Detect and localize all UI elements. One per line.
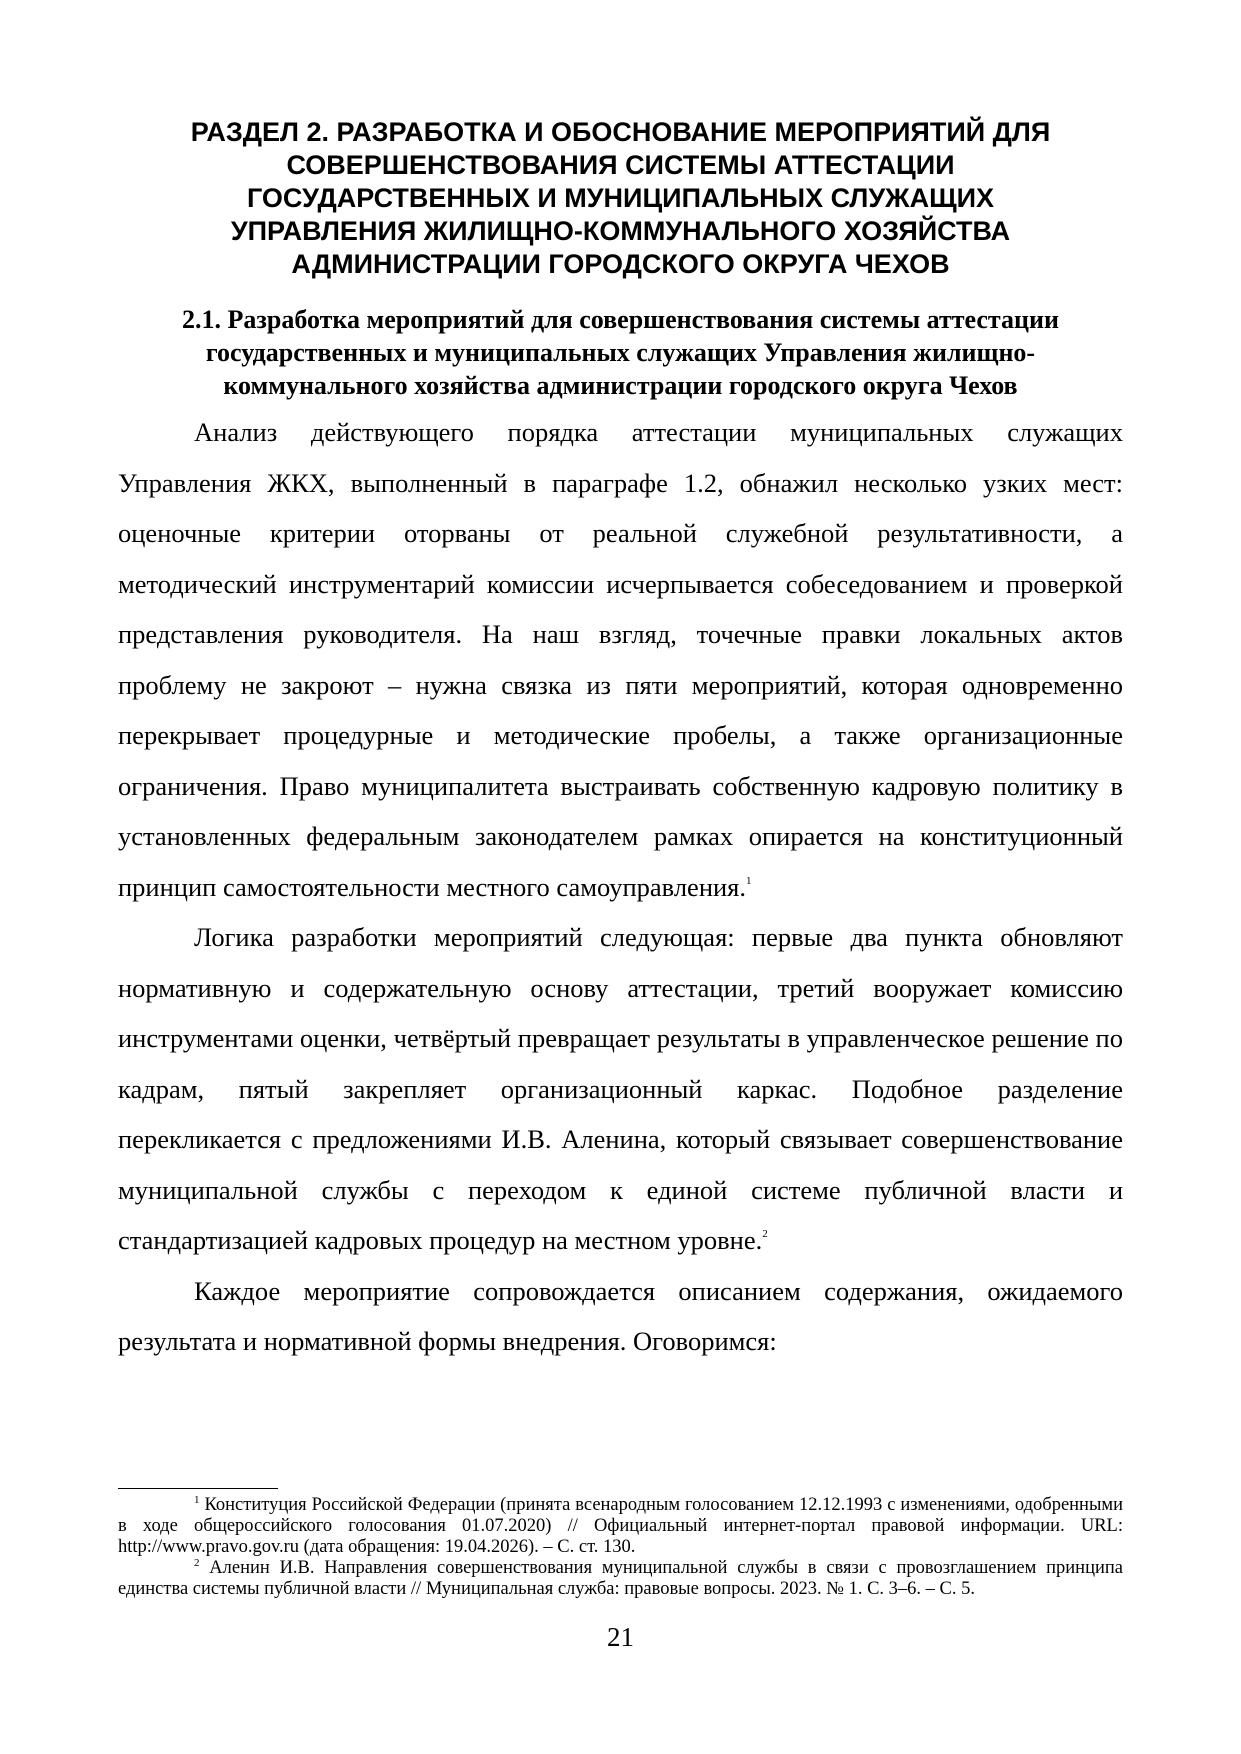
page-number: 21 — [607, 1622, 634, 1652]
section-title — [128, 116, 1113, 281]
footnote-number: 2 — [194, 1557, 200, 1569]
paragraph — [118, 407, 1123, 912]
subsection-title-line: 2.1. Разработка мероприятий для совершенствования системы аттестации — [182, 305, 1059, 334]
paragraph-text: Логика разработки мероприятий следующая: первые два пункта обновляют нормативную и содержательную основу аттестации, третий вооружает комиссию инструментами оценки, четвёртый превращает результаты в управленческое решение по кадрам, пятый закрепляет организационный каркас. Подобное разделение перекликается с предложениями И.В. Аленина, который связывает совершенствование муниципальной службы с переходом к единой системе публичной власти и стандартизацией кадровых процедур на местном уровне. — [118, 922, 1123, 1255]
paragraph — [118, 1266, 1123, 1367]
footnotes — [118, 1495, 1123, 1600]
body-text — [118, 407, 1123, 1367]
section-title-line: ГОСУДАРСТВЕННЫХ И МУНИЦИПАЛЬНЫХ СЛУЖАЩИХ — [246, 183, 994, 213]
footnote — [118, 1495, 1123, 1558]
footnote — [118, 1558, 1123, 1600]
footnote-text: Конституция Российской Федерации (принята всенародным голосованием 12.12.1993 с изменениями, одобренными в ходе общероссийского голосования 01.07.2020) // Официальный интернет-портал правовой информации. URL: http://www.pravo.gov.ru (дата обращения: 19.04.2026). – С. ст. 130. — [118, 1495, 1123, 1557]
paragraph-text: Каждое мероприятие сопровождается описанием содержания, ожидаемого результата и нормативной формы внедрения. Оговоримся: — [118, 1275, 1123, 1356]
footnote-number: 1 — [194, 1494, 200, 1506]
section-title-line: СОВЕРШЕНСТВОВАНИЯ СИСТЕМЫ АТТЕСТАЦИИ — [286, 150, 955, 180]
paragraph — [118, 912, 1123, 1266]
section-title-line: АДМИНИСТРАЦИИ ГОРОДСКОГО ОКРУГА ЧЕХОВ — [291, 249, 950, 279]
footnote-divider — [118, 1488, 278, 1489]
subsection-title-line: коммунального хозяйства администрации городского округа Чехов — [223, 371, 1018, 400]
subsection-title-line: государственных и муниципальных служащих Управления жилищно- — [205, 338, 1036, 367]
footnote-reference[interactable]: 1 — [746, 874, 752, 887]
subsection-title — [118, 303, 1123, 402]
section-title-line: РАЗДЕЛ 2. РАЗРАБОТКА И ОБОСНОВАНИЕ МЕРОПРИЯТИЙ ДЛЯ — [190, 117, 1051, 147]
paragraph-text: Анализ действующего порядка аттестации муниципальных служащих Управления ЖКХ, выполненный в параграфе 1.2, обнажил несколько узких мест: оценочные критерии оторваны от реальной служебной результативности, а методический инструментарий комиссии исчерпывается собеседованием и проверкой представления руководителя. На наш взгляд, точечные правки локальных актов проблему не закроют – нужна связка из пяти мероприятий, которая одновременно перекрывает процедурные и методические пробелы, а также организационные ограничения. Право муниципалитета выстраивать собственную кадровую политику в установленных федеральным законодателем рамках опирается на конституционный принцип самостоятельности местного самоуправления. — [118, 417, 1123, 902]
footnote-text: Аленин И.В. Направления совершенствования муниципальной службы в связи с провозглашением принципа единства системы публичной власти // Муниципальная служба: правовые вопросы. 2023. № 1. С. 3–6. – С. 5. — [118, 1558, 1123, 1599]
section-title-line: УПРАВЛЕНИЯ ЖИЛИЩНО-КОММУНАЛЬНОГО ХОЗЯЙСТВА — [230, 216, 1011, 246]
footnote-reference[interactable]: 2 — [762, 1228, 768, 1240]
